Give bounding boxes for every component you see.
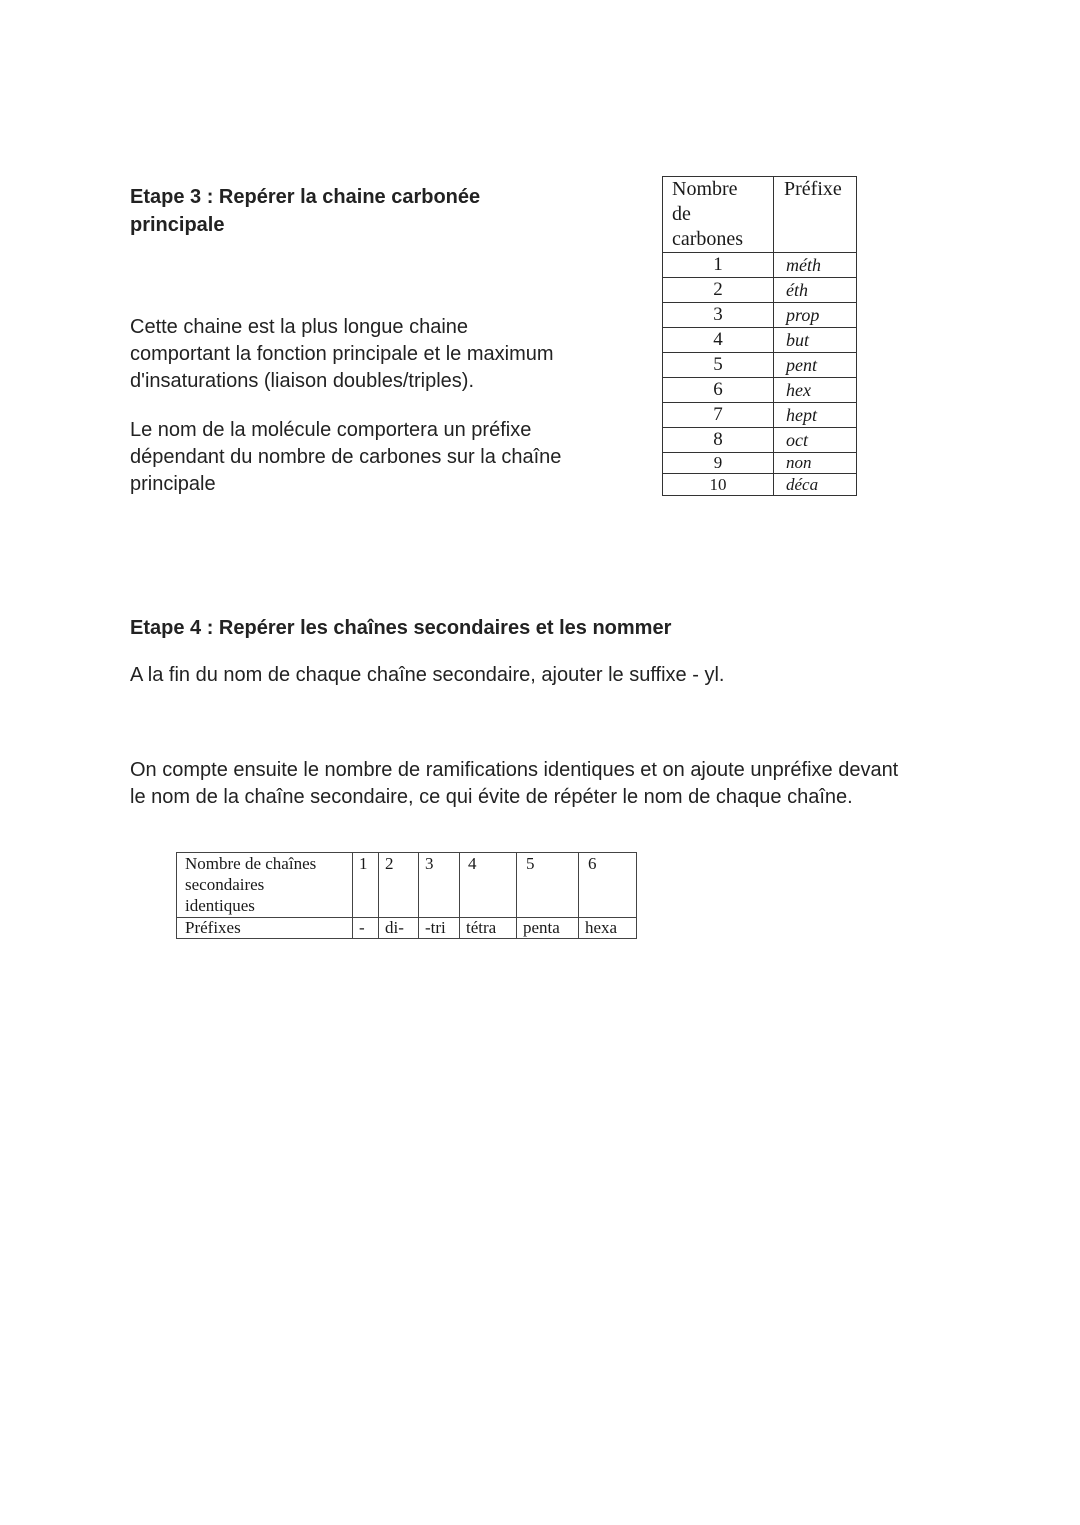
step4-heading: Etape 4 : Repérer les chaînes secondaires et les nommer [130,617,672,639]
table-row [663,353,857,378]
carbon-prefix: méth [774,253,857,278]
step3-paragraph-1 [130,314,554,395]
step4-para2-line1: On compte ensuite le nombre de ramifications identiques et on ajoute unpréfixe devant [130,759,899,781]
carbon-count: 8 [663,428,774,453]
step3-para2-line3: principale [130,473,216,495]
carbon-count: 10 [663,474,774,496]
step3-para2-line1: Le nom de la molécule comportera un préfixe [130,419,532,441]
step3-para2-line2: dépendant du nombre de carbones sur la chaîne [130,446,562,468]
carbon-prefix-table [662,176,857,496]
carbon-prefix: but [774,328,857,353]
chain-prefix: penta [517,918,579,939]
step3-heading-line1: Etape 3 : Repérer la chaine carbonée [130,186,481,208]
header-number-of-carbons: Nombre de carbones [663,177,774,253]
carbon-prefix: hept [774,403,857,428]
chain-count-number: 4 [460,853,517,918]
chain-count-number: 5 [517,853,579,918]
chain-count-number: 3 [419,853,460,918]
carbon-count: 2 [663,278,774,303]
carbon-count: 6 [663,378,774,403]
table-row [663,453,857,474]
chain-count-number: 2 [379,853,419,918]
carbon-prefix: éth [774,278,857,303]
carbon-count: 1 [663,253,774,278]
carbon-count: 7 [663,403,774,428]
chain-table-numbers-row [177,853,637,918]
carbon-prefix: prop [774,303,857,328]
step4-para2-line2: le nom de la chaîne secondaire, ce qui évite de répéter le nom de chaque chaîne. [130,786,853,808]
step3-heading-line2: principale [130,214,225,236]
carbon-table-header [663,177,857,253]
carbon-count: 5 [663,353,774,378]
table-row [663,428,857,453]
chain-table-prefix-row [177,918,637,939]
step3-para1-line2: comportant la fonction principale et le maximum [130,343,554,365]
step3-heading [130,183,480,239]
carbon-count: 4 [663,328,774,353]
carbon-count: 9 [663,453,774,474]
secondary-chain-prefix-table [176,852,637,939]
chain-prefix: - [353,918,379,939]
table-row [663,474,857,496]
chain-prefix: -tri [419,918,460,939]
carbon-prefix: oct [774,428,857,453]
carbon-count: 3 [663,303,774,328]
chain-prefix: hexa [579,918,637,939]
prefix-label: Préfixes [177,918,353,939]
table-row [663,328,857,353]
carbon-prefix: non [774,453,857,474]
table-row [663,403,857,428]
header-prefix: Préfixe [774,177,857,253]
step4-paragraph-2 [130,757,898,811]
chain-count-label: Nombre de chaînes secondaires identiques [177,853,353,918]
chain-prefix: tétra [460,918,517,939]
chain-prefix: di- [379,918,419,939]
step3-para1-line1: Cette chaine est la plus longue chaine [130,316,469,338]
table-row [663,378,857,403]
carbon-prefix: pent [774,353,857,378]
table-row [663,253,857,278]
carbon-prefix: déca [774,474,857,496]
step4-paragraph-1: A la fin du nom de chaque chaîne secondaire, ajouter le suffixe - yl. [130,664,725,686]
chain-count-number: 6 [579,853,637,918]
table-row [663,303,857,328]
step3-paragraph-2 [130,417,561,498]
step3-para1-line3: d'insaturations (liaison doubles/triples). [130,370,474,392]
chain-count-number: 1 [353,853,379,918]
carbon-prefix: hex [774,378,857,403]
table-row [663,278,857,303]
